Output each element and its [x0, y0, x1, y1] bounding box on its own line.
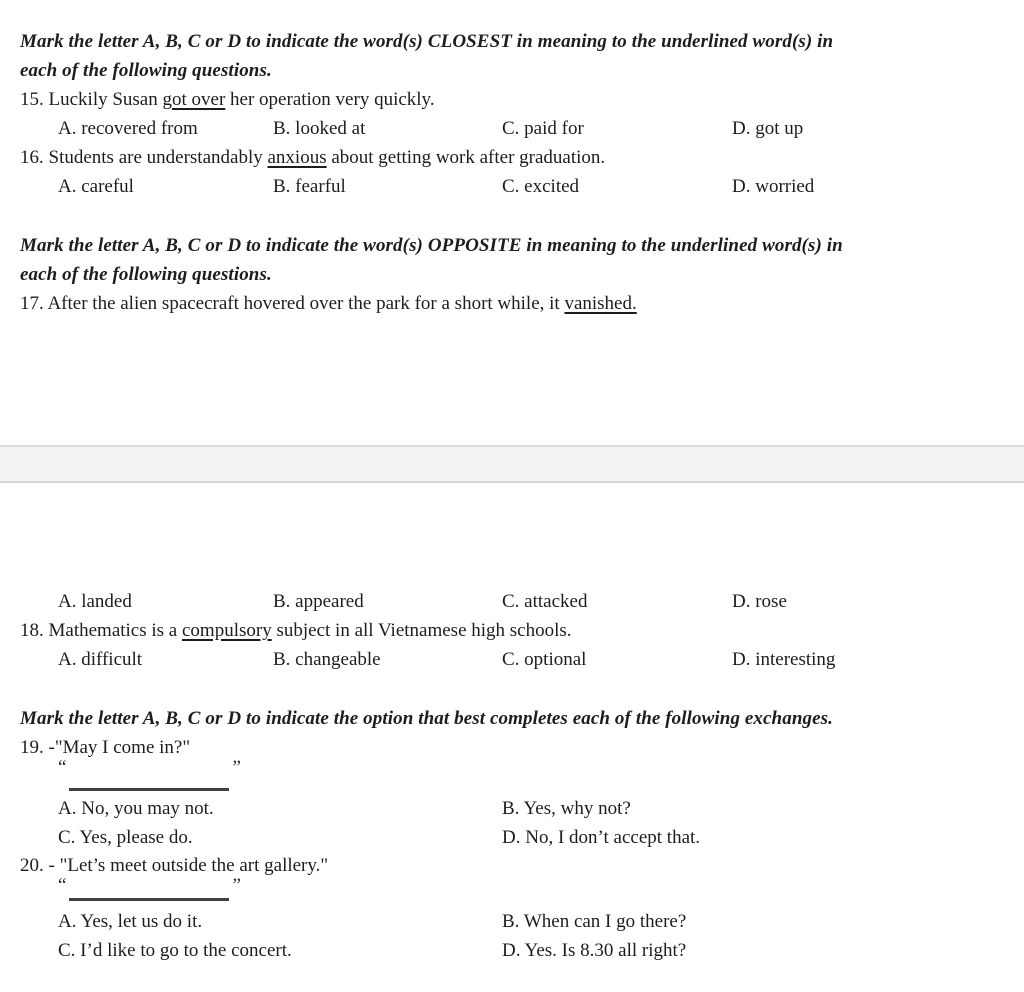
option-17-d: D. rose [732, 591, 787, 612]
question-15-options [58, 114, 1014, 143]
blank-underline [69, 760, 229, 791]
option-16-d: D. worried [732, 176, 815, 197]
option-20-d: D. Yes. Is 8.30 all right? [502, 940, 687, 961]
option-16-c: C. excited [502, 176, 580, 197]
option-20-c: C. I’d like to go to the concert. [58, 940, 292, 961]
question-17-options [58, 587, 1014, 616]
content-divider-band [0, 445, 1024, 483]
question-20-options-row-1 [58, 907, 1014, 936]
option-19-c: C. Yes, please do. [58, 827, 193, 848]
option-15-a: A. recovered from [58, 118, 198, 139]
option-16-a: A. careful [58, 176, 134, 197]
option-18-d: D. interesting [732, 649, 836, 670]
option-19-b: B. Yes, why not? [502, 798, 631, 819]
closest-section-heading [20, 27, 833, 85]
option-18-a: A. difficult [58, 649, 143, 670]
question-20-options-row-2 [58, 936, 1014, 965]
option-20-a: A. Yes, let us do it. [58, 911, 203, 932]
close-quote: ” [232, 757, 241, 778]
question-19-options-row-1 [58, 794, 1014, 823]
option-15-c: C. paid for [502, 118, 584, 139]
question-16-text: 16. Students are understandably anxious about getting work after graduation. [20, 147, 606, 168]
option-15-d: D. got up [732, 118, 804, 139]
heading-line: Mark the letter A, B, C or D to indicate the option that best completes each of the following exchanges. [20, 708, 833, 729]
heading-line: each of the following questions. [20, 264, 272, 285]
question-15-text: 15. Luckily Susan got over her operation very quickly. [20, 89, 435, 110]
blank-underline [69, 878, 229, 901]
question-20-answer-blank [58, 875, 241, 901]
option-19-d: D. No, I don’t accept that. [502, 827, 701, 848]
question-19-text: 19. -"May I come in?" [20, 737, 191, 758]
question-20-text: 20. - "Let’s meet outside the art gallery." [20, 855, 329, 876]
option-19-a: A. No, you may not. [58, 798, 214, 819]
question-16-options [58, 172, 1014, 201]
option-17-a: A. landed [58, 591, 132, 612]
heading-line: each of the following questions. [20, 60, 272, 81]
opposite-section-heading [20, 231, 843, 289]
question-17-text: 17. After the alien spacecraft hovered over the park for a short while, it vanished. [20, 293, 637, 314]
question-18-text: 18. Mathematics is a compulsory subject in all Vietnamese high schools. [20, 620, 572, 641]
heading-line: Mark the letter A, B, C or D to indicate the word(s) CLOSEST in meaning to the underlined word(s) in [20, 31, 834, 52]
close-quote: ” [232, 875, 241, 896]
heading-line: Mark the letter A, B, C or D to indicate the word(s) OPPOSITE in meaning to the underlined word(s) in [20, 235, 843, 256]
option-16-b: B. fearful [273, 176, 346, 197]
question-19-answer-blank [58, 757, 241, 791]
question-18-options [58, 645, 1014, 674]
option-17-b: B. appeared [273, 591, 364, 612]
exchanges-section-heading [20, 704, 833, 733]
option-15-b: B. looked at [273, 118, 366, 139]
option-20-b: B. When can I go there? [502, 911, 687, 932]
option-18-c: C. optional [502, 649, 587, 670]
option-17-c: C. attacked [502, 591, 588, 612]
question-19-options-row-2 [58, 823, 1014, 852]
open-quote: “ [58, 757, 67, 778]
open-quote: “ [58, 875, 67, 896]
option-18-b: B. changeable [273, 649, 381, 670]
